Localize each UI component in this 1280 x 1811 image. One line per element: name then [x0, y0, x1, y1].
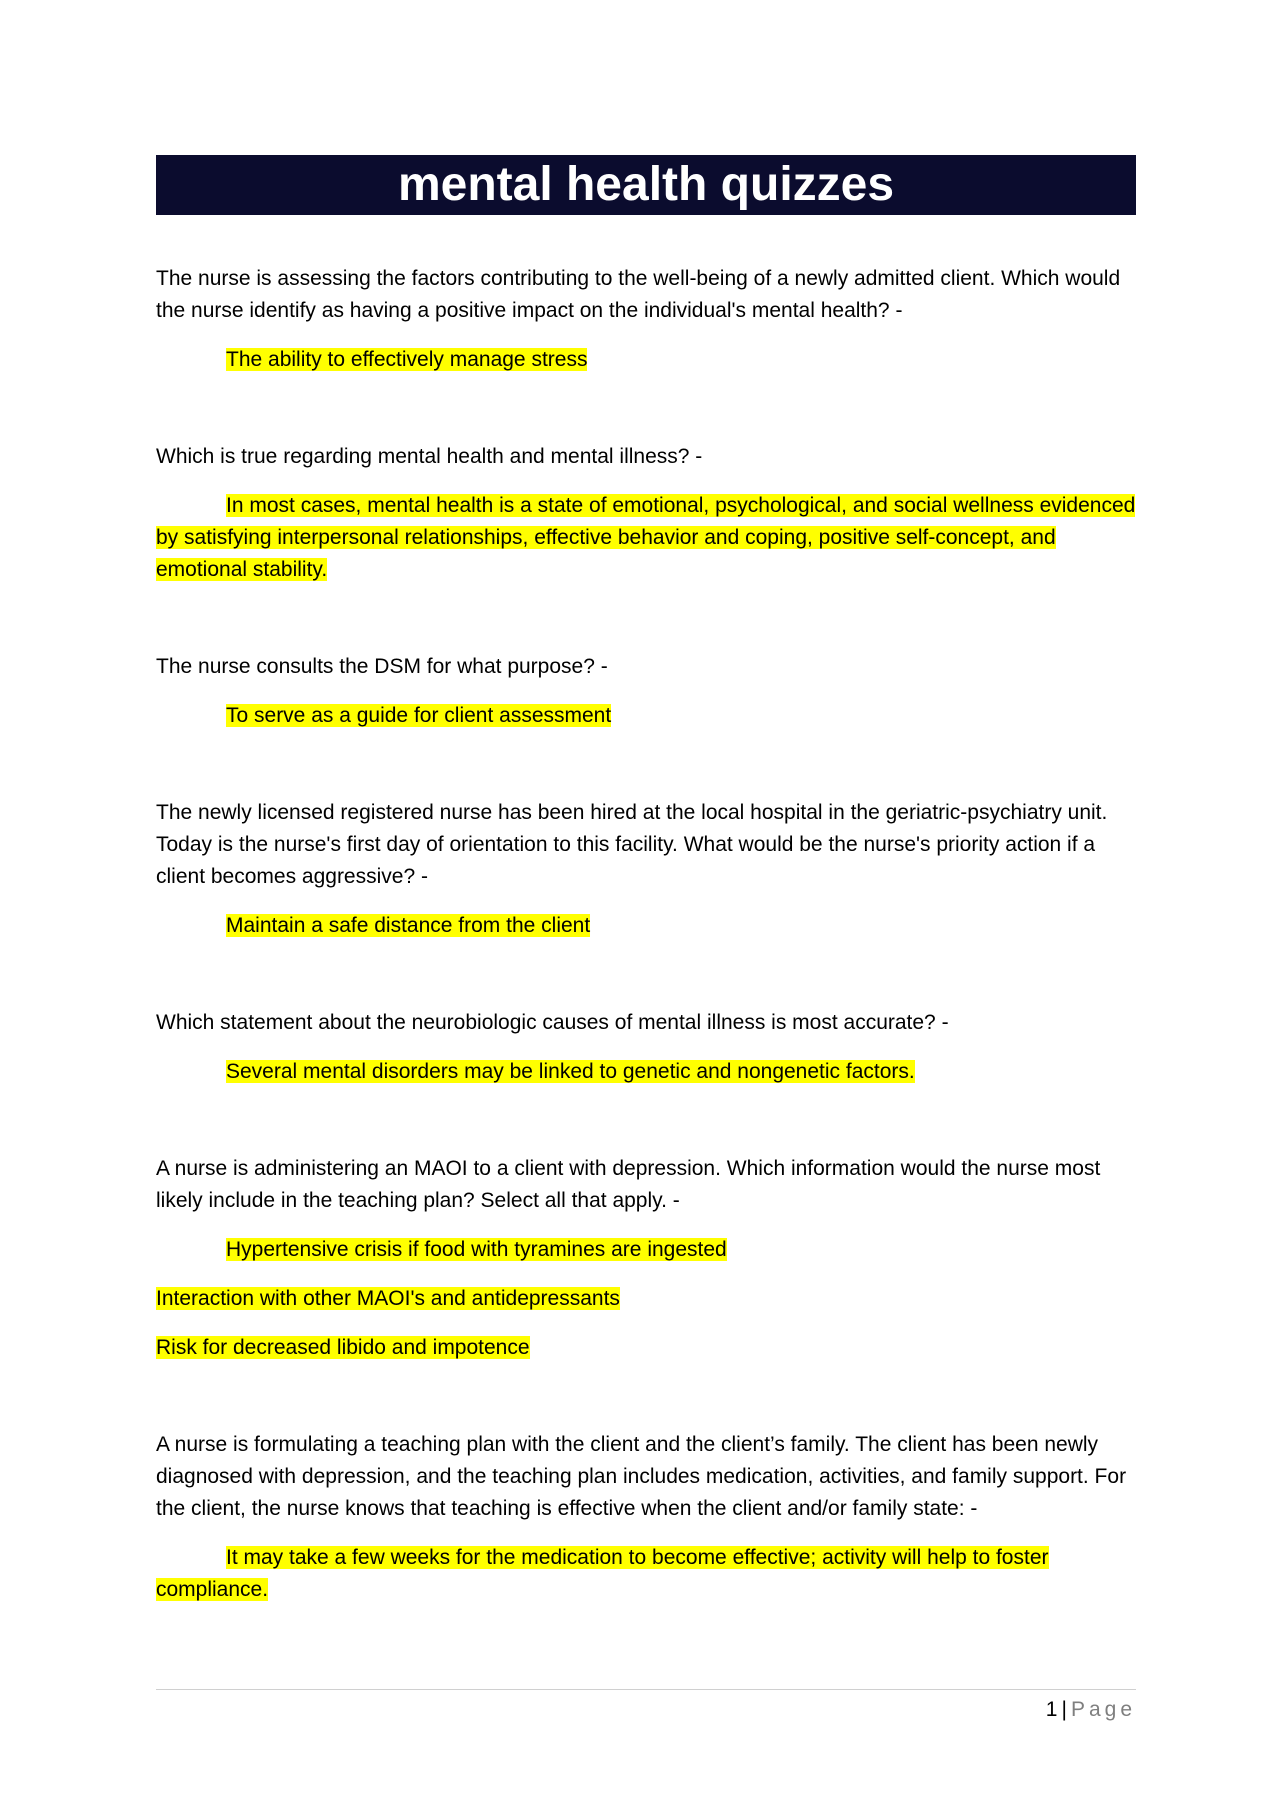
- answer-text: Risk for decreased libido and impotence: [156, 1336, 530, 1359]
- page-number: [1046, 1698, 1136, 1722]
- qa-item: [156, 263, 1136, 376]
- qa-item: [156, 1153, 1136, 1364]
- page-number-separator: |: [1061, 1698, 1067, 1721]
- qa-item: [156, 797, 1136, 942]
- page-word: Page: [1070, 1698, 1136, 1721]
- answer-text: It may take a few weeks for the medication to become effective; activity will help to foster compliance.: [156, 1546, 1049, 1601]
- answer-text: Several mental disorders may be linked to genetic and nongenetic factors.: [226, 1060, 915, 1083]
- footer-divider: [156, 1689, 1136, 1690]
- question-text: The newly licensed registered nurse has been hired at the local hospital in the geriatric-psychiatry unit. Today is the nurse's first day of orientation to this facility. What would be the nurse's priority action if a client becomes aggressive? -: [156, 801, 1108, 888]
- quiz-content: [156, 263, 1136, 1606]
- answer-text: To serve as a guide for client assessment: [226, 704, 612, 727]
- question-text: A nurse is administering an MAOI to a client with depression. Which information would the nurse most likely include in the teaching plan? Select all that apply. -: [156, 1157, 1101, 1212]
- answer-text: Interaction with other MAOI's and antidepressants: [156, 1287, 620, 1310]
- question-text: Which statement about the neurobiologic causes of mental illness is most accurate? -: [156, 1011, 949, 1034]
- answer-text: Maintain a safe distance from the client: [226, 914, 591, 937]
- qa-item: [156, 441, 1136, 586]
- question-text: The nurse is assessing the factors contributing to the well-being of a newly admitted client. Which would the nurse identify as having a positive impact on the individual's mental health? -: [156, 267, 1121, 322]
- answer-text: Hypertensive crisis if food with tyramines are ingested: [226, 1238, 727, 1261]
- title-banner: [156, 155, 1136, 215]
- answer-text: The ability to effectively manage stress: [226, 348, 588, 371]
- question-text: Which is true regarding mental health and mental illness? -: [156, 445, 703, 468]
- qa-item: [156, 651, 1136, 732]
- qa-item: [156, 1429, 1136, 1606]
- document-page: [156, 155, 1136, 1671]
- qa-item: [156, 1007, 1136, 1088]
- question-text: A nurse is formulating a teaching plan with the client and the client’s family. The client has been newly diagnosed with depression, and the teaching plan includes medication, activities, and family support. For the client, the nurse knows that teaching is effective when the client and/or family state: -: [156, 1433, 1127, 1520]
- document-title: mental health quizzes: [397, 158, 895, 211]
- page-number-value: 1: [1045, 1698, 1058, 1721]
- question-text: The nurse consults the DSM for what purpose? -: [156, 655, 608, 678]
- answer-text: In most cases, mental health is a state of emotional, psychological, and social wellness evidenced by satisfying interpersonal relationships, effective behavior and coping, positive self-concept, and emotional stability.: [156, 494, 1136, 581]
